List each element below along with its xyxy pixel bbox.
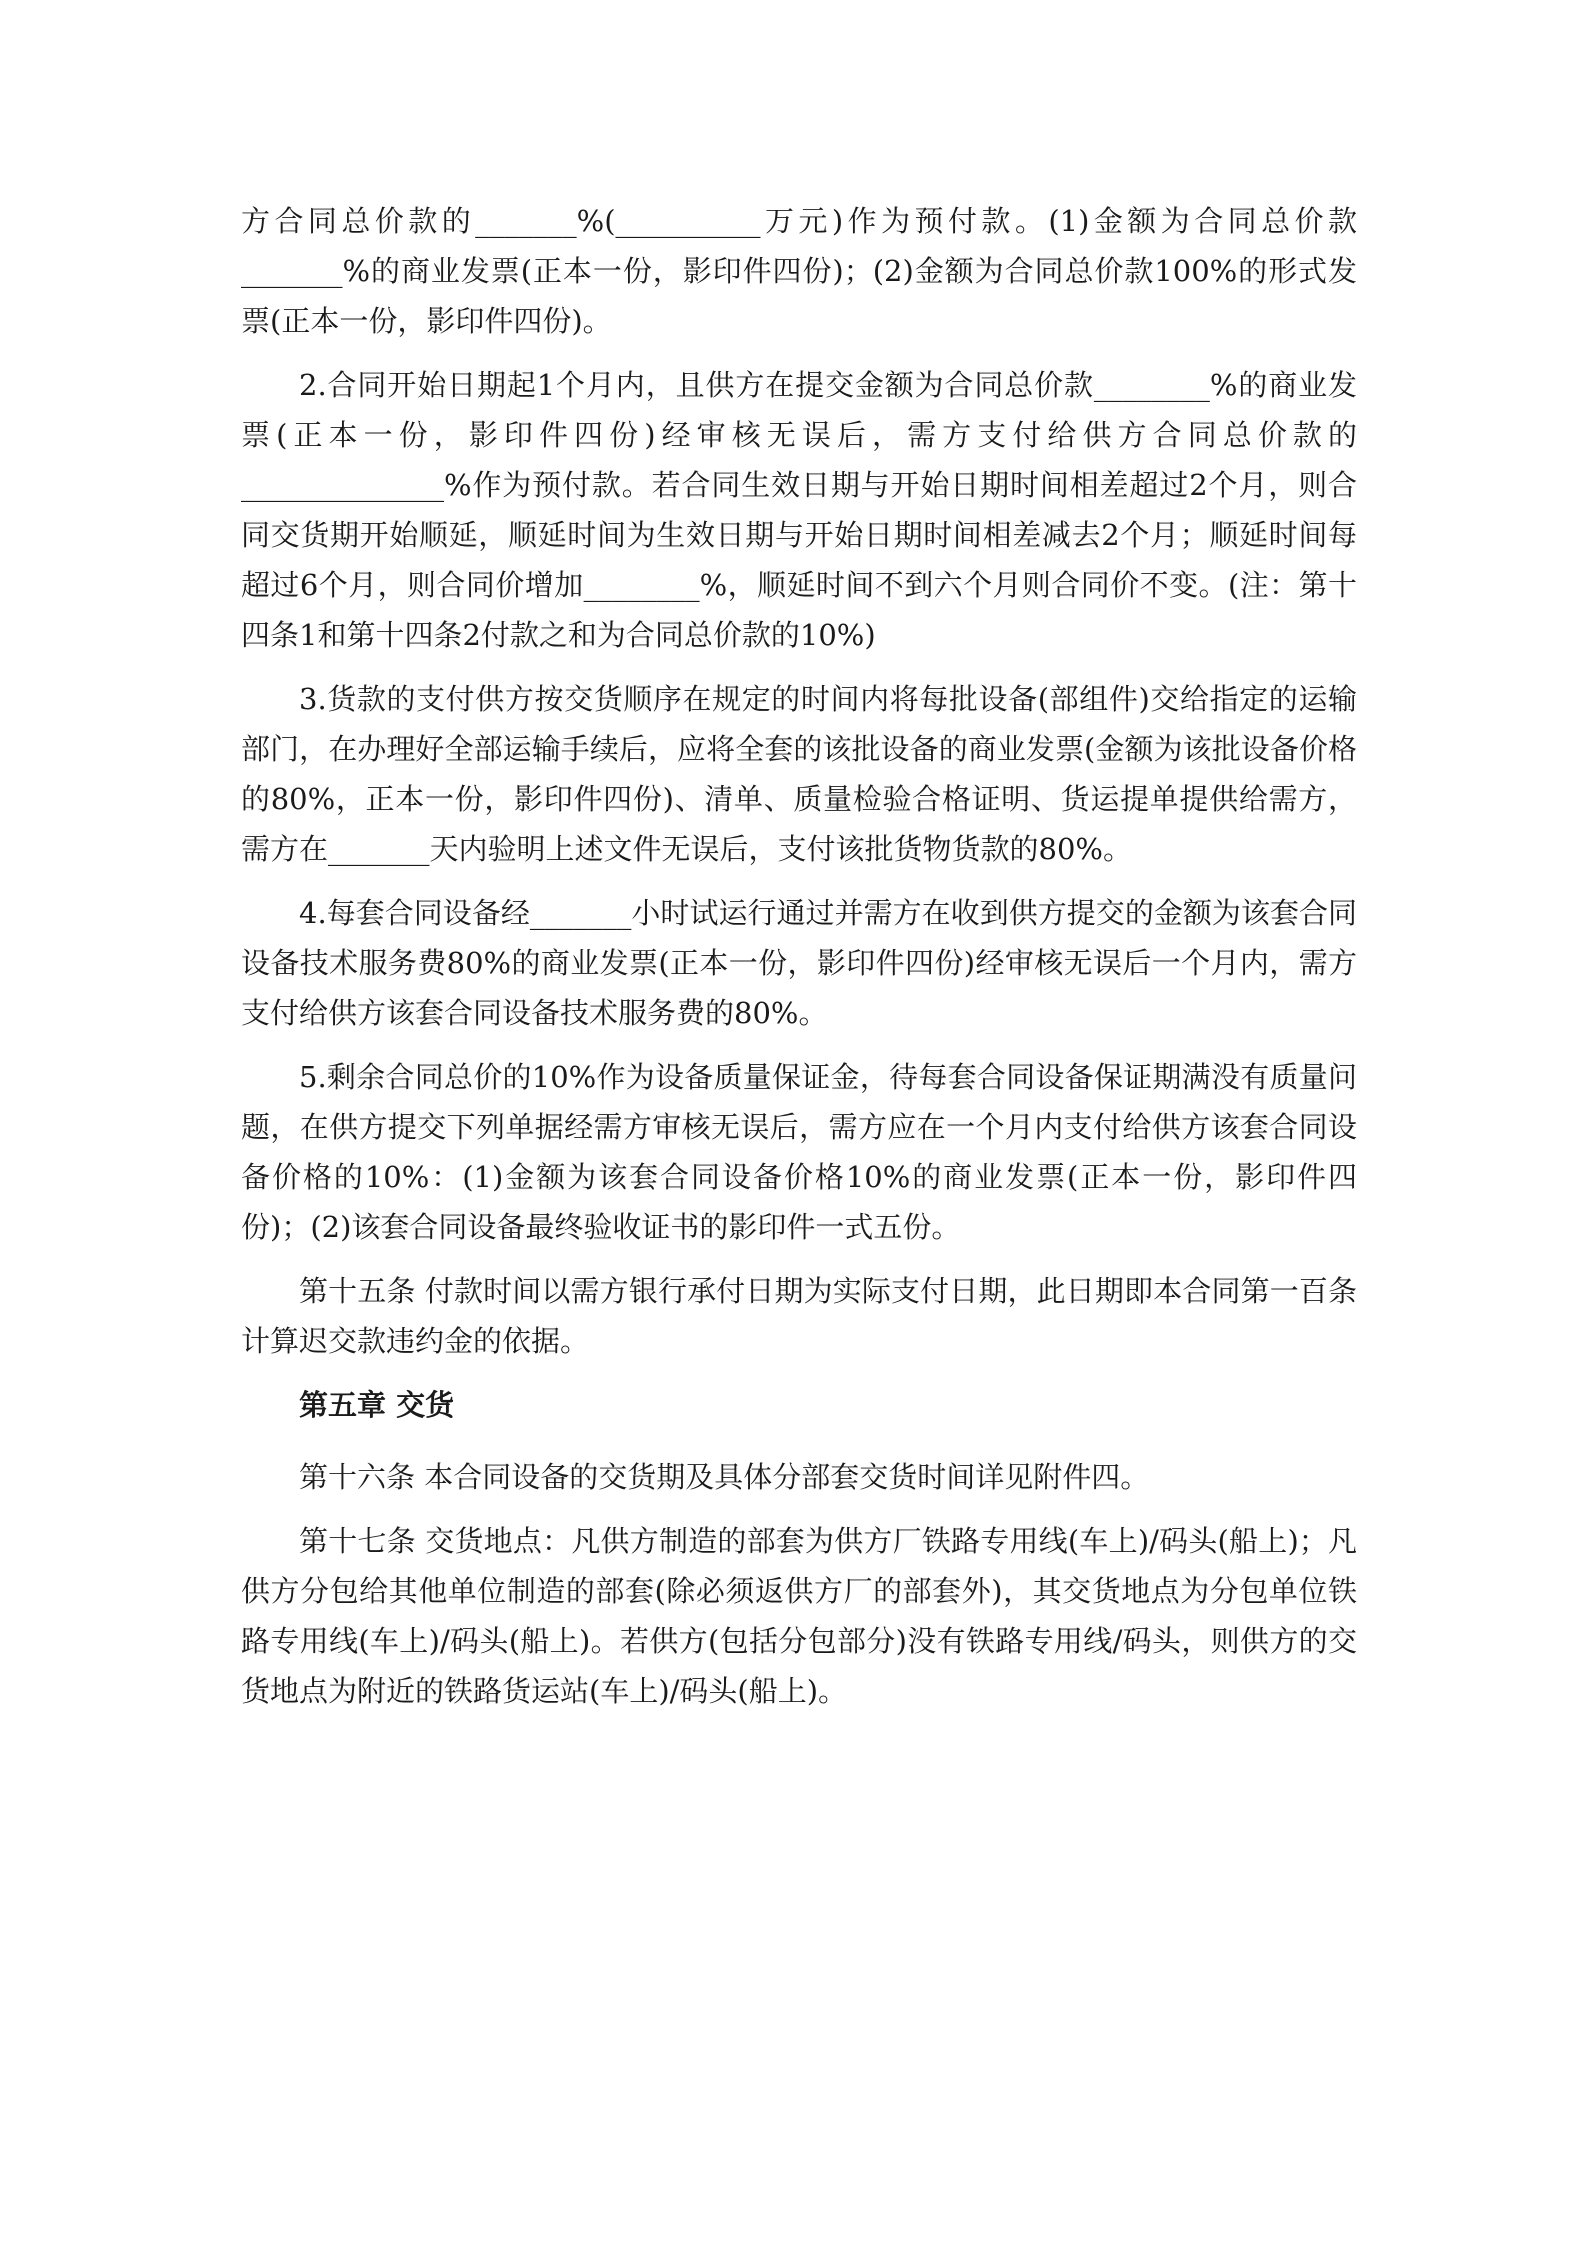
paragraph-clause-4: 4.每套合同设备经_______小时试运行通过并需方在收到供方提交的金额为该套合同设备技术服务费80%的商业发票(正本一份，影印件四份)经审核无误后一个月内，需方支付给供方该套合同设备技术服务费的80%。 xyxy=(241,896,1357,1030)
paragraph-clause-5: 5.剩余合同总价的10%作为设备质量保证金，待每套合同设备保证期满没有质量问题，在供方提交下列单据经需方审核无误后，需方应在一个月内支付给供方该套合同设备价格的10%：(1)金额为该套合同设备价格10%的商业发票(正本一份，影印件四份)；(2)该套合同设备最终验收证书的影印件一式五份。 xyxy=(241,1060,1357,1244)
document-body xyxy=(241,196,1357,1730)
paragraph-article-17: 第十七条 交货地点：凡供方制造的部套为供方厂铁路专用线(车上)/码头(船上)；凡供方分包给其他单位制造的部套(除必须返供方厂的部套外)，其交货地点为分包单位铁路专用线(车上)/码头(船上)。若供方(包括分包部分)没有铁路专用线/码头，则供方的交货地点为附近的铁路货运站(车上)/码头(船上)。 xyxy=(241,1524,1357,1708)
paragraph-clause-3: 3.货款的支付供方按交货顺序在规定的时间内将每批设备(部组件)交给指定的运输部门，在办理好全部运输手续后，应将全套的该批设备的商业发票(金额为该批设备价格的80%，正本一份，影印件四份)、清单、质量检验合格证明、货运提单提供给需方，需方在_______天内验明上述文件无误后，支付该批货物货款的80%。 xyxy=(241,682,1357,866)
paragraph-article-15: 第十五条 付款时间以需方银行承付日期为实际支付日期，此日期即本合同第一百条计算迟交款违约金的依据。 xyxy=(241,1274,1357,1358)
chapter-title: 第五章 交货 xyxy=(299,1388,455,1422)
paragraph-prepayment-continued: 方合同总价款的_______%(__________万元)作为预付款。(1)金额为合同总价款_______%的商业发票(正本一份，影印件四份)；(2)金额为合同总价款100%的形式发票(正本一份，影印件四份)。 xyxy=(241,204,1357,338)
paragraph-article-16: 第十六条 本合同设备的交货期及具体分部套交货时间详见附件四。 xyxy=(299,1460,1150,1494)
paragraph-clause-2: 2.合同开始日期起1个月内，且供方在提交金额为合同总价款________%的商业发票(正本一份，影印件四份)经审核无误后，需方支付给供方合同总价款的______________%作为预付款。若合同生效日期与开始日期时间相差超过2个月，则合同交货期开始顺延，顺延时间为生效日期与开始日期时间相差减去2个月；顺延时间每超过6个月，则合同价增加________%，顺延时间不到六个月则合同价不变。(注：第十四条1和第十四条2付款之和为合同总价款的10%) xyxy=(241,368,1357,652)
